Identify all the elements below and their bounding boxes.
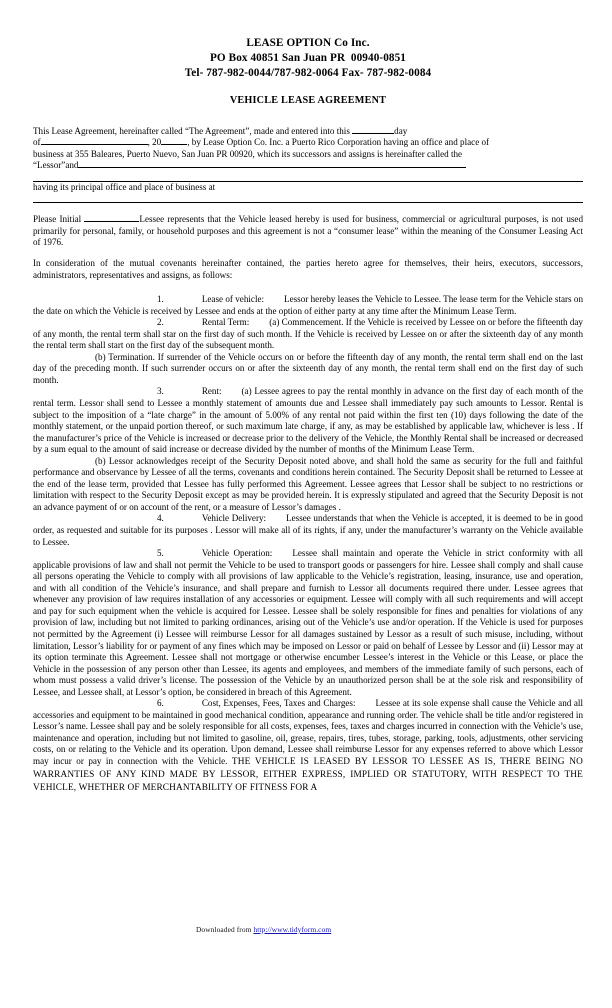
intro-text-f: “Lessor”and bbox=[33, 160, 79, 171]
intro-block bbox=[33, 126, 583, 204]
clause-6 bbox=[33, 698, 583, 794]
watermark-url[interactable]: http://www.tidyform.com bbox=[253, 925, 332, 934]
clause-3-text: (a) Lessee agrees to pay the rental monthly in advance on the first day of each month of the rental term. Lessor shall send to Lessee a monthly statement of amounts due and Lessee shall immediately pay such amounts to Lessor. Rental is subject to the imposition of a “late charge” in the amount of 5.00% of any rental not paid within the first ten (10) days following the date of the monthly statement, or the unpaid portion thereof, or such maximum late charge, if any, as may be established by applicable law, whichever is less . If the manufacturer’s price of the Vehicle is increased or decrease prior to the delivery of the Vehicle, the Monthly Rental shall be increased or decreased by a sum equal to the amount of said increase or decrease divided by the number of months of the Minimum Lease Term. bbox=[33, 386, 583, 455]
principal-office-line: having its principal office and place of business at bbox=[33, 181, 216, 192]
intro-line-3: business at 355 Baleares, Puerto Nuevo, San Juan PR 00920, which its successors and assigns is hereinafter called the bbox=[33, 148, 463, 159]
clause-1-heading: Lease of vehicle: bbox=[201, 294, 265, 305]
clause-5 bbox=[33, 548, 583, 698]
clause-1 bbox=[33, 294, 583, 317]
page-title: VEHICLE LEASE AGREEMENT bbox=[229, 94, 387, 106]
clause-4-text: Lessee understands that when the Vehicle is accepted, it is deemed to be in good order, as requested and suitable for its purposes . Lessor will make all of its rights, if any, under the manufacturer’s warranty on the Vehicle available to Lessee. bbox=[33, 513, 583, 547]
clause-list bbox=[33, 294, 583, 794]
clause-4-heading: Vehicle Delivery: bbox=[201, 513, 267, 524]
clause-5-number: 5. bbox=[157, 548, 164, 559]
company-name: LEASE OPTION Co Inc. bbox=[246, 37, 370, 49]
clause-2-number: 2. bbox=[157, 317, 164, 328]
lessee-name-blank[interactable] bbox=[78, 167, 466, 168]
intro-text-e: , by Lease Option Co. Inc. a Puerto Rico Corporation having an office and place of bbox=[187, 137, 490, 148]
intro-text-d: , 20 bbox=[147, 137, 162, 148]
clause-3-heading: Rent: bbox=[201, 386, 222, 397]
watermark-prefix: Downloaded from bbox=[196, 925, 254, 934]
intro-text-b: day bbox=[394, 125, 408, 136]
clause-3 bbox=[33, 386, 583, 455]
letterhead bbox=[33, 36, 583, 81]
clause-3-number: 3. bbox=[157, 386, 164, 397]
clause-2-text: (a) Commencement. If the Vehicle is received by Lessee on or before the fifteenth day of any month, the rental term shall star on the first day of such month. If the Vehicle is received by Lessee on or after the sixteenth day of any month the rental term shall start on the first day of the subsequent month. bbox=[33, 317, 583, 351]
clause-5-text: Lessee shall maintain and operate the Vehicle in strict conformity with all applicable provisions of law and shall not permit the Vehicle to be used to transport goods or passengers for hire. Lessee shall comply and shall cause all persons operating the Vehicle to comply with all provisions of law applicable to the Vehicle’s registration, leasing, insurance, use and operation, and with all condition of the Vehicle’s insurance, and shall prepare and furnish to Lessor all documents required there under. Lessee agrees that whenever any provision of law requires installation of any accessories or equipment. Lessee will comply with all such requirements and will accept and pay for such equipment when the vehicle is acquired for Lessee. Lessee shall be solely responsible for fines and penalties for violations of any provision of law, including but not limited to parking ordinances, arising out of the Vehicle’s use and/or operation. If the Vehicle is used for purposes not permitted by the Agreement (i) Lessee will reimburse Lessor for all damages sustained by Lessor as a result of such misuse, including, without limitation, Lessor’s liability for or payment of any fines which may be imposed on Lessor or paid on behalf of Lessee by Lessor and (ii) Lessor may at its option terminate this Agreement. Lessee shall not mortgage or otherwise encumber Lessee’s interest in the Vehicle or this Lease, or place the Vehicle in the possession of any person other than Lessee, its agents and employees, and members of the immediate family of such persons, each of whom must possess a valid driver’s license. The possession of the Vehicle by an unauthorized person shall be at the sole risk and responsibility of Lessee, and Lessee shall, at Lessor’s option, be considered in breach of this Agreement. bbox=[33, 548, 583, 697]
please-initial-text: Lessee represents that the Vehicle leased hereby is used for business, commercial or agricultural purposes, is not used primarily for personal, family, or household purposes and this agreement is not a “consumer lease” within the meaning of the Consumer Leasing Act of 1976. bbox=[33, 214, 583, 248]
clause-4 bbox=[33, 513, 583, 548]
clause-6-caps-disclaimer: THE VEHICLE IS LEASED BY LESSOR TO LESSEE AS IS, THERE BEING NO WARRANTIES OF ANY KIND MADE BY LESSOR, EITHER EXPRESS, IMPLIED OR STATUTORY, WITH RESPECT TO THE VEHICLE, WHETHER OF MERCHANTABILITY OF FITNESS FOR A bbox=[33, 756, 584, 793]
clause-1-number: 1. bbox=[157, 294, 164, 305]
clause-2 bbox=[33, 317, 583, 352]
clause-2b-text: (b) Termination. If surrender of the Vehicle occurs on or before the fifteenth day of any month, the rental term shall end on the last day of the preceding month. If such surrender occurs on or after the sixteenth day of any month, the rental term shall end on the first day of such month. bbox=[33, 351, 583, 385]
clause-3b-text: (b) Lessor acknowledges receipt of the Security Deposit noted above, and shall hold the same as security for the full and faithful performance and observance by Lessee of all the terms, covenants and conditions herein contained. The Security Deposit shall be returned to Lessee at the end of the lease term, provided that Lessee has fully performed this Agreement. Lessee agrees that Lessor shall be subject to no restrictions or limitation with respect to the Security Deposit except as may be provided herein. It is expressly stipulated and agreed that the Security Deposit is not an advance payment of or on account of the rent, or a measure of Lessor’s damages . bbox=[33, 455, 583, 512]
company-phone: Tel- 787-982-0044/787-982-0064 Fax- 787-982-0084 bbox=[184, 66, 432, 79]
please-initial-label: Please Initial bbox=[33, 214, 85, 225]
clause-6-text: Lessee at its sole expense shall cause the Vehicle and all accessories and equipment to be maintained in good mechanical condition, appearance and running order. The vehicle shall be title and/or registered in Lessor’s name. Lessee shall pay and be solely responsible for all costs, expenses, fees, taxes and charges incurred in connection with the Vehicle’s use, maintenance and operation, including but not limited to gasoline, oil, grease, repairs, tires, tubes, storage, parking, tools, adjustments, other servicing costs, on or relating to the Vehicle and its operation. Upon demand, Lessee shall reimburse Lessor for any expenses referred to above which Lessor may incur or pay in connection with the Vehicle. bbox=[33, 698, 583, 766]
download-watermark bbox=[196, 925, 331, 934]
consideration-paragraph: In consideration of the mutual covenants hereinafter contained, the parties hereto agree for themselves, their heirs, executors, successors, administrators, representatives and assigns, as follows: bbox=[33, 258, 583, 280]
please-initial-paragraph bbox=[33, 214, 583, 249]
day-blank[interactable] bbox=[352, 133, 394, 134]
initial-blank[interactable] bbox=[84, 221, 139, 222]
date-blank[interactable] bbox=[41, 144, 148, 145]
intro-text-a: This Lease Agreement, hereinafter called “The Agreement”, made and entered into this bbox=[33, 125, 353, 136]
clause-6-heading: Cost, Expenses, Fees, Taxes and Charges: bbox=[201, 698, 356, 709]
clause-1-text: Lessor hereby leases the Vehicle to Lessee. The lease term for the Vehicle stars on the date on which the Vehicle is received by Lessee and ends at the option of either party at any time after the Minimum Lease Term. bbox=[33, 294, 584, 316]
intro-line-2 bbox=[33, 137, 583, 149]
spacer-1 bbox=[33, 203, 583, 214]
clause-3b bbox=[33, 456, 583, 514]
intro-text-c: of bbox=[33, 137, 41, 148]
clause-2-heading: Rental Term: bbox=[201, 317, 250, 328]
intro-line-4 bbox=[33, 160, 583, 172]
clause-5-heading: Vehicle Operation: bbox=[201, 548, 273, 559]
clause-4-number: 4. bbox=[157, 513, 164, 524]
clause-6-number: 6. bbox=[157, 698, 164, 709]
year-blank[interactable] bbox=[161, 144, 187, 145]
clause-2b bbox=[33, 352, 583, 387]
intro-line-1 bbox=[33, 126, 583, 138]
spacer-2 bbox=[33, 249, 583, 258]
company-address: PO Box 40851 San Juan PR 00940-0851 bbox=[210, 51, 406, 64]
